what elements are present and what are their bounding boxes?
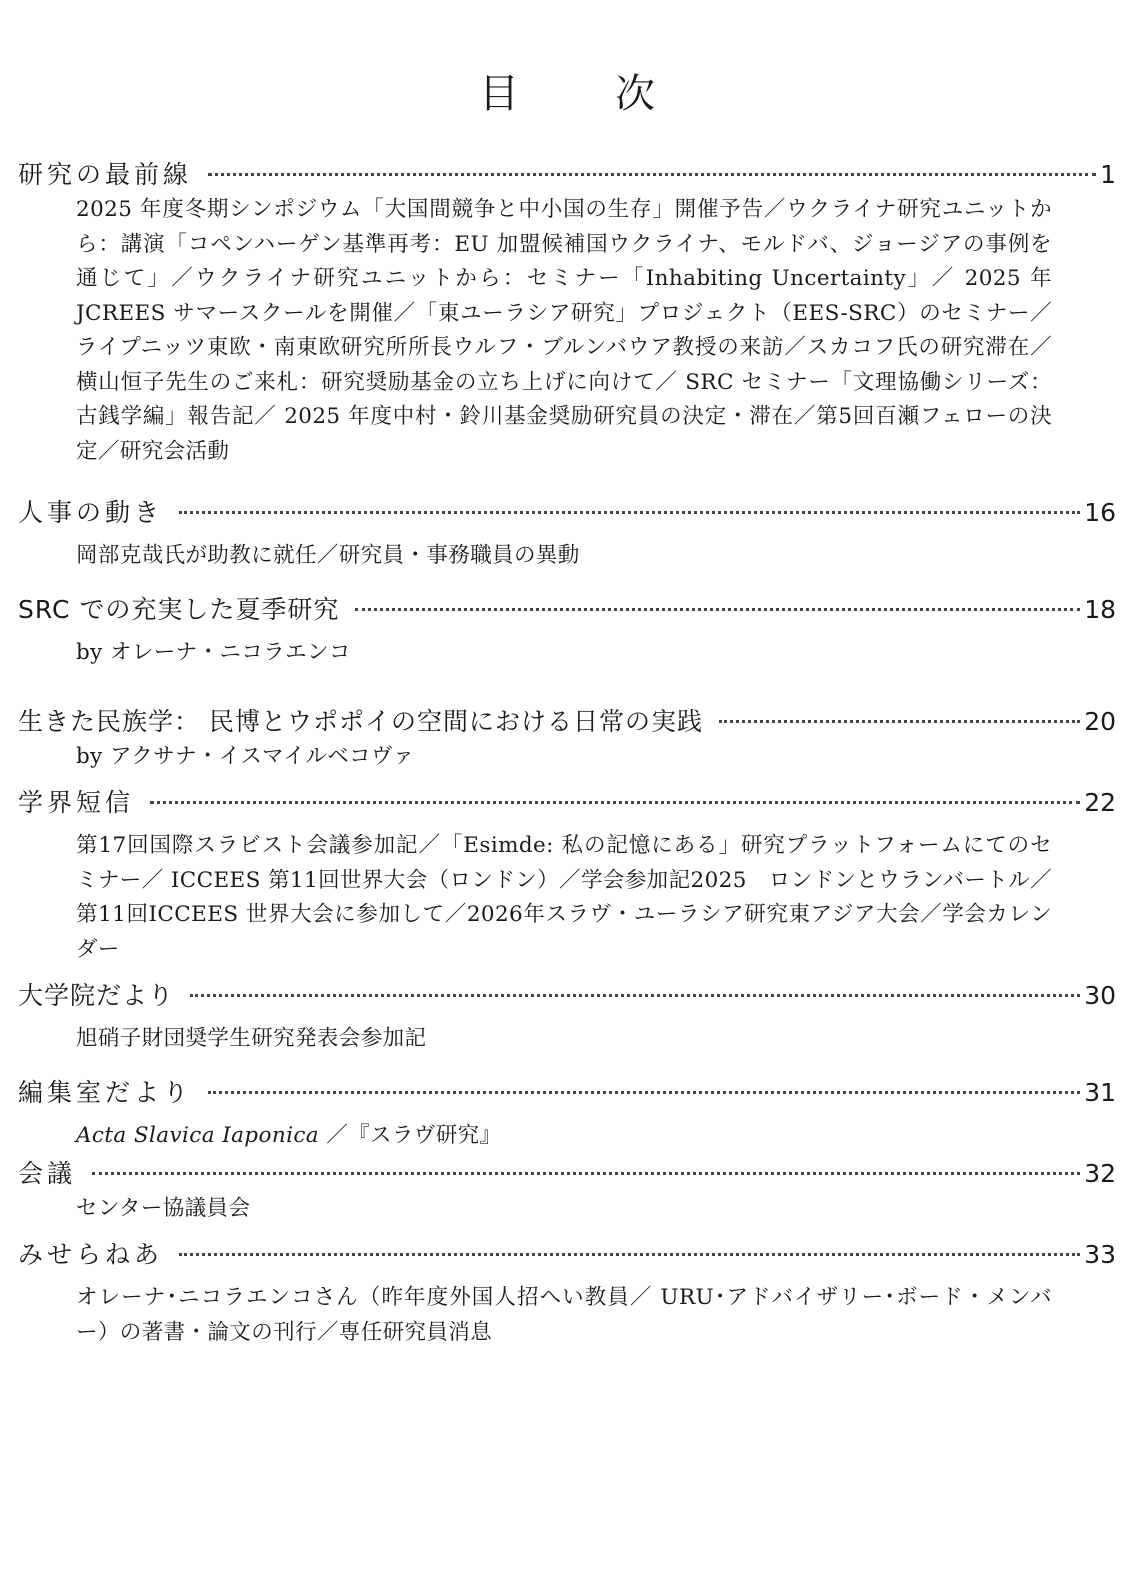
toc-entry-title: 会議	[18, 1159, 77, 1188]
dot-leader	[179, 1253, 1080, 1256]
toc-entry-header[interactable]	[18, 978, 1116, 1014]
toc-entry-page: 18	[1084, 595, 1116, 624]
toc-entry-meetings	[18, 1156, 1116, 1227]
toc-entry-academic-news	[18, 785, 1116, 967]
toc-entry-header[interactable]	[18, 592, 1116, 628]
toc-entry-editorial-office	[18, 1075, 1116, 1154]
toc-entry-header[interactable]	[18, 1075, 1116, 1111]
toc-entry-description: センター協議員会	[76, 1196, 251, 1221]
toc-entry-title: みせらねあ	[18, 1240, 164, 1269]
toc-entry-title: 人事の動き	[18, 498, 164, 527]
dot-leader	[92, 1172, 1080, 1175]
toc-entry-description: 第17回国際スラビスト会議参加記／「Esimde: 私の記憶にある」研究プラットフォームにてのセミナー／ ICCEES 第11回世界大会（ロンドン）／学会参加記2025 ロンドンとウランバートル／第11回ICCEES 世界大会に参加して／2026年スラヴ・ユーラシア研究東アジア大会／学会カレンダー	[76, 833, 1052, 962]
toc-entry-miscellanea	[18, 1237, 1116, 1350]
toc-entry-title: 研究の最前線	[18, 160, 193, 189]
toc-entry-title: 学界短信	[18, 788, 135, 817]
toc-entry-page: 20	[1084, 707, 1116, 736]
toc-entry-header[interactable]	[18, 1237, 1116, 1273]
page-title-left: 目	[479, 71, 519, 117]
toc-entry-header[interactable]	[18, 157, 1116, 193]
dot-leader	[208, 173, 1096, 176]
toc-entry-description	[76, 1119, 1052, 1154]
toc-entry-description: by アクサナ・イスマイルベコヴァ	[76, 744, 415, 769]
dot-leader	[179, 511, 1080, 514]
toc-entry-description: オレーナ･ニコラエンコさん（昨年度外国人招へい教員／ URU･アドバイザリー･ボード・メンバー）の著書・論文の刊行／専任研究員消息	[76, 1285, 1052, 1345]
toc-entry-page: 1	[1100, 160, 1116, 189]
toc-entry-title: 編集室だより	[18, 1078, 193, 1107]
toc-entry-page: 16	[1084, 498, 1116, 527]
dot-leader	[355, 608, 1080, 611]
page-title-right: 次	[615, 71, 655, 117]
toc-entry-graduate-school	[18, 978, 1116, 1057]
toc-entry-page: 31	[1084, 1078, 1116, 1107]
toc-entry-header[interactable]	[18, 495, 1116, 531]
toc-entry-personnel	[18, 495, 1116, 574]
dot-leader	[719, 720, 1080, 723]
toc-entry-page: 33	[1084, 1240, 1116, 1269]
dot-leader	[190, 994, 1080, 997]
journal-title-italic: Acta Slavica Iaponica	[76, 1123, 319, 1148]
toc-entry-description: 2025 年度冬期シンポジウム「大国間競争と中小国の生存」開催予告／ウクライナ研究ユニットから：講演「コペンハーゲン基準再考：EU 加盟候補国ウクライナ、モルドバ、ジョージアの事例を通じて」／ウクライナ研究ユニットから：セミナー「Inhabiting Uncertainty」／ 2025 年JCREES サマースクールを開催／「東ユーラシア研究」プロジェクト（EES-SRC）のセミナー／ライプニッツ東欧・南東欧研究所所長ウルフ・ブルンバウア教授の来訪／スカコフ氏の研究滞在／横山恒子先生のご来札：研究奨励基金の立ち上げに向けて／ SRC セミナー「文理協働シリーズ：古銭学編」報告記／ 2025 年度中村・鈴川基金奨励研究員の決定・滞在／第5回百瀬フェローの決定／研究会活動	[76, 197, 1052, 464]
toc-entry-research-frontline	[18, 157, 1116, 469]
page-title	[0, 62, 1134, 119]
toc-entry-description: by オレーナ・ニコラエンコ	[76, 640, 351, 665]
toc-entry-title: 大学院だより	[18, 981, 175, 1010]
toc-entry-title: 生きた民族学： 民博とウポポイの空間における日常の実践	[18, 707, 703, 736]
toc-entry-header[interactable]	[18, 1156, 1116, 1192]
toc-entry-title: SRC での充実した夏季研究	[18, 595, 340, 624]
toc-entry-living-ethnology	[18, 704, 1116, 775]
toc-entry-page: 32	[1084, 1159, 1116, 1188]
toc-entry-header[interactable]	[18, 785, 1116, 821]
toc-entry-header[interactable]	[18, 704, 1116, 740]
toc-entry-description: 旭硝子財団奨学生研究発表会参加記	[76, 1026, 427, 1051]
dot-leader	[208, 1091, 1080, 1094]
toc-entry-summer-research	[18, 592, 1116, 671]
dot-leader	[150, 801, 1080, 804]
toc-entry-description: 岡部克哉氏が助教に就任／研究員・事務職員の異動	[76, 543, 580, 568]
journal-title-rest: ／『スラヴ研究』	[319, 1123, 502, 1148]
toc-entry-page: 30	[1084, 981, 1116, 1010]
toc-entry-page: 22	[1084, 788, 1116, 817]
